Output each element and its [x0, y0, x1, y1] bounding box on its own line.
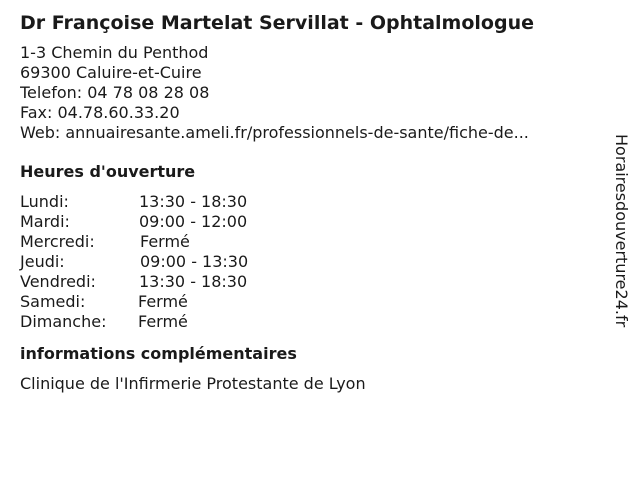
hours-value: 09:00 - 13:30 [140, 252, 249, 271]
practitioner-card [20, 10, 600, 394]
day-label: Samedi: [20, 292, 86, 311]
day-label: Dimanche: [20, 312, 107, 331]
day-label: Vendredi: [20, 272, 96, 291]
hours-row-friday [20, 272, 600, 292]
hours-row-saturday [20, 292, 600, 312]
hours-row-sunday [20, 312, 600, 332]
hours-row-tuesday [20, 212, 600, 232]
site-watermark [610, 134, 632, 346]
page-title: Dr Françoise Martelat Servillat - Ophtalmologue [20, 12, 534, 34]
website-link[interactable]: Web: annuairesante.ameli.fr/professionnels-de-sante/fiche-de... [20, 123, 529, 142]
additional-info-heading: informations complémentaires [20, 344, 297, 363]
hours-value: 13:30 - 18:30 [139, 272, 248, 291]
hours-value: Fermé [138, 292, 188, 311]
phone-number[interactable]: Telefon: 04 78 08 28 08 [20, 83, 210, 102]
hours-row-monday [20, 192, 600, 212]
hours-row-thursday [20, 252, 600, 272]
hours-row-wednesday [20, 232, 600, 252]
hours-value: Fermé [140, 232, 190, 251]
opening-hours-table [20, 192, 600, 332]
city-address: 69300 Caluire-et-Cuire [20, 63, 202, 82]
fax-number: Fax: 04.78.60.33.20 [20, 103, 180, 122]
site-brand-text: Horairesdouverture24.fr [612, 134, 631, 328]
additional-info-text: Clinique de l'Infirmerie Protestante de Lyon [20, 374, 366, 393]
day-label: Jeudi: [20, 252, 65, 271]
day-label: Lundi: [20, 192, 69, 211]
day-label: Mardi: [20, 212, 70, 231]
street-address: 1-3 Chemin du Penthod [20, 43, 209, 62]
address-block [20, 43, 600, 143]
hours-value: Fermé [138, 312, 188, 331]
day-label: Mercredi: [20, 232, 95, 251]
hours-value: 09:00 - 12:00 [139, 212, 248, 231]
opening-hours-heading: Heures d'ouverture [20, 162, 196, 181]
hours-value: 13:30 - 18:30 [139, 192, 248, 211]
